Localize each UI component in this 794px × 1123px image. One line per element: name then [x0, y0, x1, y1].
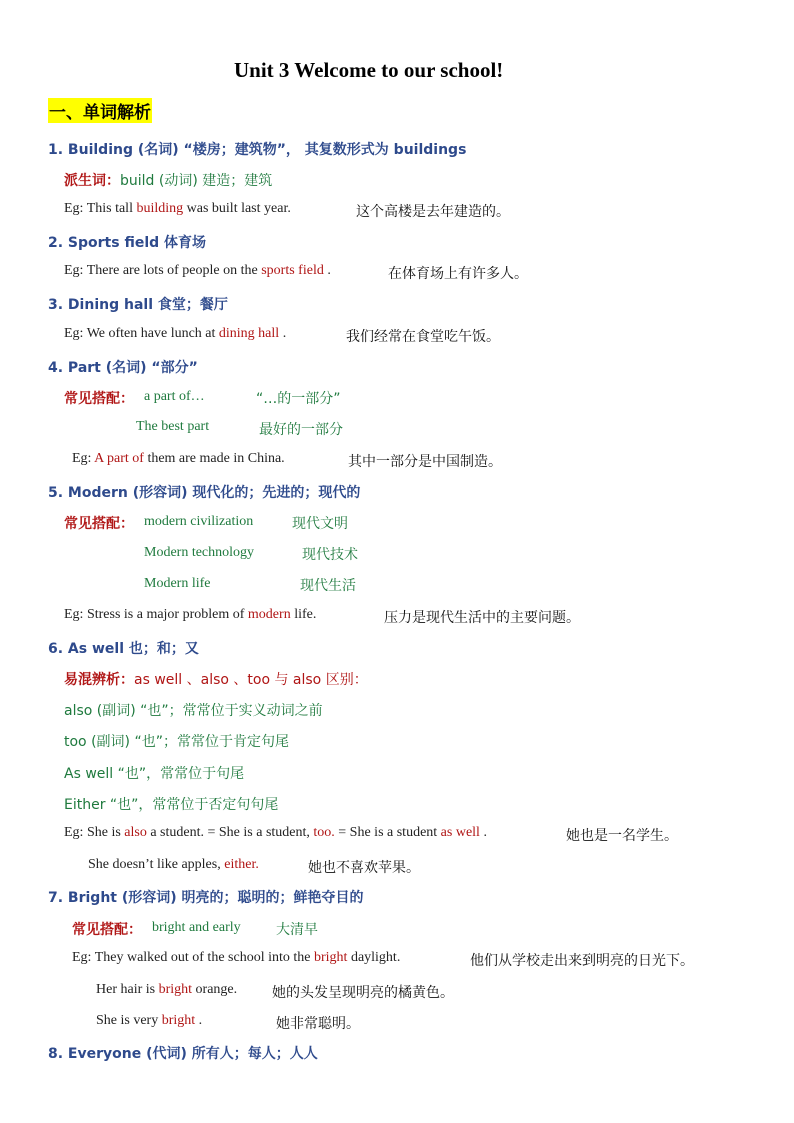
collocation-en: a part of…	[144, 389, 205, 404]
vocab-heading-sports-field: 2. Sports field 体育场	[48, 235, 207, 251]
collocation-label: 常见搭配：	[72, 922, 142, 938]
collocation-cn: 现代文明	[292, 516, 348, 532]
usage-too: too (副词) “也”；常常位于肯定句尾	[64, 734, 289, 750]
example-translation: 她的头发呈现明亮的橘黄色。	[272, 985, 454, 1001]
vocab-heading-bright: 7. Bright (形容词) 明亮的；聪明的；鲜艳夺目的	[48, 890, 364, 906]
collocation-en: Modern technology	[144, 545, 255, 560]
collocation-cn: 现代生活	[300, 578, 356, 594]
example-translation: 她也是一名学生。	[566, 828, 678, 844]
derivative-line	[64, 170, 272, 190]
example-sentence: Eg: She is also a student. = She is a student, too. = She is a student as well .	[64, 825, 487, 840]
example-sentence: Eg: They walked out of the school into the bright daylight.	[72, 950, 401, 965]
example-translation: 在体育场上有许多人。	[388, 266, 528, 282]
example-sentence: Eg: Stress is a major problem of modern life.	[64, 607, 317, 622]
confusion-label: 易混辨析：	[64, 672, 134, 688]
collocation-en: bright and early	[152, 920, 241, 935]
example-sentence: Eg: This tall building was built last year.	[64, 201, 291, 216]
collocation-en: Modern life	[144, 576, 211, 591]
collocation-cn: “…的一部分”	[256, 391, 341, 407]
example-translation: 压力是现代生活中的主要问题。	[384, 610, 580, 626]
vocab-heading-modern: 5. Modern (形容词) 现代化的；先进的；现代的	[48, 485, 361, 501]
vocab-heading-dining-hall: 3. Dining hall 食堂；餐厅	[48, 297, 228, 313]
collocation-en: modern civilization	[144, 514, 254, 529]
confusion-text: as well 、also 、too 与 also 区别：	[134, 672, 368, 688]
collocation-en: The best part	[136, 419, 210, 434]
example-translation: 他们从学校走出来到明亮的日光下。	[470, 953, 694, 969]
example-translation: 我们经常在食堂吃午饭。	[346, 329, 500, 345]
usage-either: Either “也”，常常位于否定句句尾	[64, 797, 279, 813]
example-translation: 她非常聪明。	[276, 1016, 360, 1032]
section-heading: 一、单词解析	[48, 98, 152, 123]
collocation-label: 常见搭配：	[64, 516, 134, 532]
vocab-heading-everyone: 8. Everyone (代词) 所有人；每人；人人	[48, 1046, 318, 1062]
example-sentence: Eg: A part of them are made in China.	[72, 451, 285, 466]
vocab-heading-building: 1. Building (名词) “楼房；建筑物”， 其复数形式为 buildings	[48, 142, 467, 158]
example-sentence: She doesn’t like apples, either.	[88, 857, 259, 872]
collocation-cn: 现代技术	[302, 547, 358, 563]
example-sentence: She is very bright .	[96, 1013, 203, 1028]
example-sentence: Her hair is bright orange.	[96, 982, 238, 997]
collocation-cn: 大清早	[276, 922, 318, 938]
derivative-text: build (动词) 建造；建筑	[120, 173, 273, 189]
example-sentence: Eg: We often have lunch at dining hall .	[64, 326, 287, 341]
example-translation: 她也不喜欢苹果。	[308, 860, 420, 876]
usage-also: also (副词) “也”；常常位于实义动词之前	[64, 703, 323, 719]
example-translation: 这个高楼是去年建造的。	[356, 204, 510, 220]
vocab-heading-part: 4. Part (名词) “部分”	[48, 360, 198, 376]
derivative-label: 派生词：	[64, 173, 120, 189]
vocab-heading-as-well: 6. As well 也；和；又	[48, 641, 199, 657]
collocation-label: 常见搭配：	[64, 391, 134, 407]
example-sentence: Eg: There are lots of people on the sports field .	[64, 263, 331, 278]
usage-as-well: As well “也”，常常位于句尾	[64, 766, 245, 782]
confusion-line	[64, 669, 368, 689]
page-title: Unit 3 Welcome to our school!	[234, 58, 504, 82]
example-translation: 其中一部分是中国制造。	[348, 454, 502, 470]
collocation-cn: 最好的一部分	[259, 422, 343, 438]
